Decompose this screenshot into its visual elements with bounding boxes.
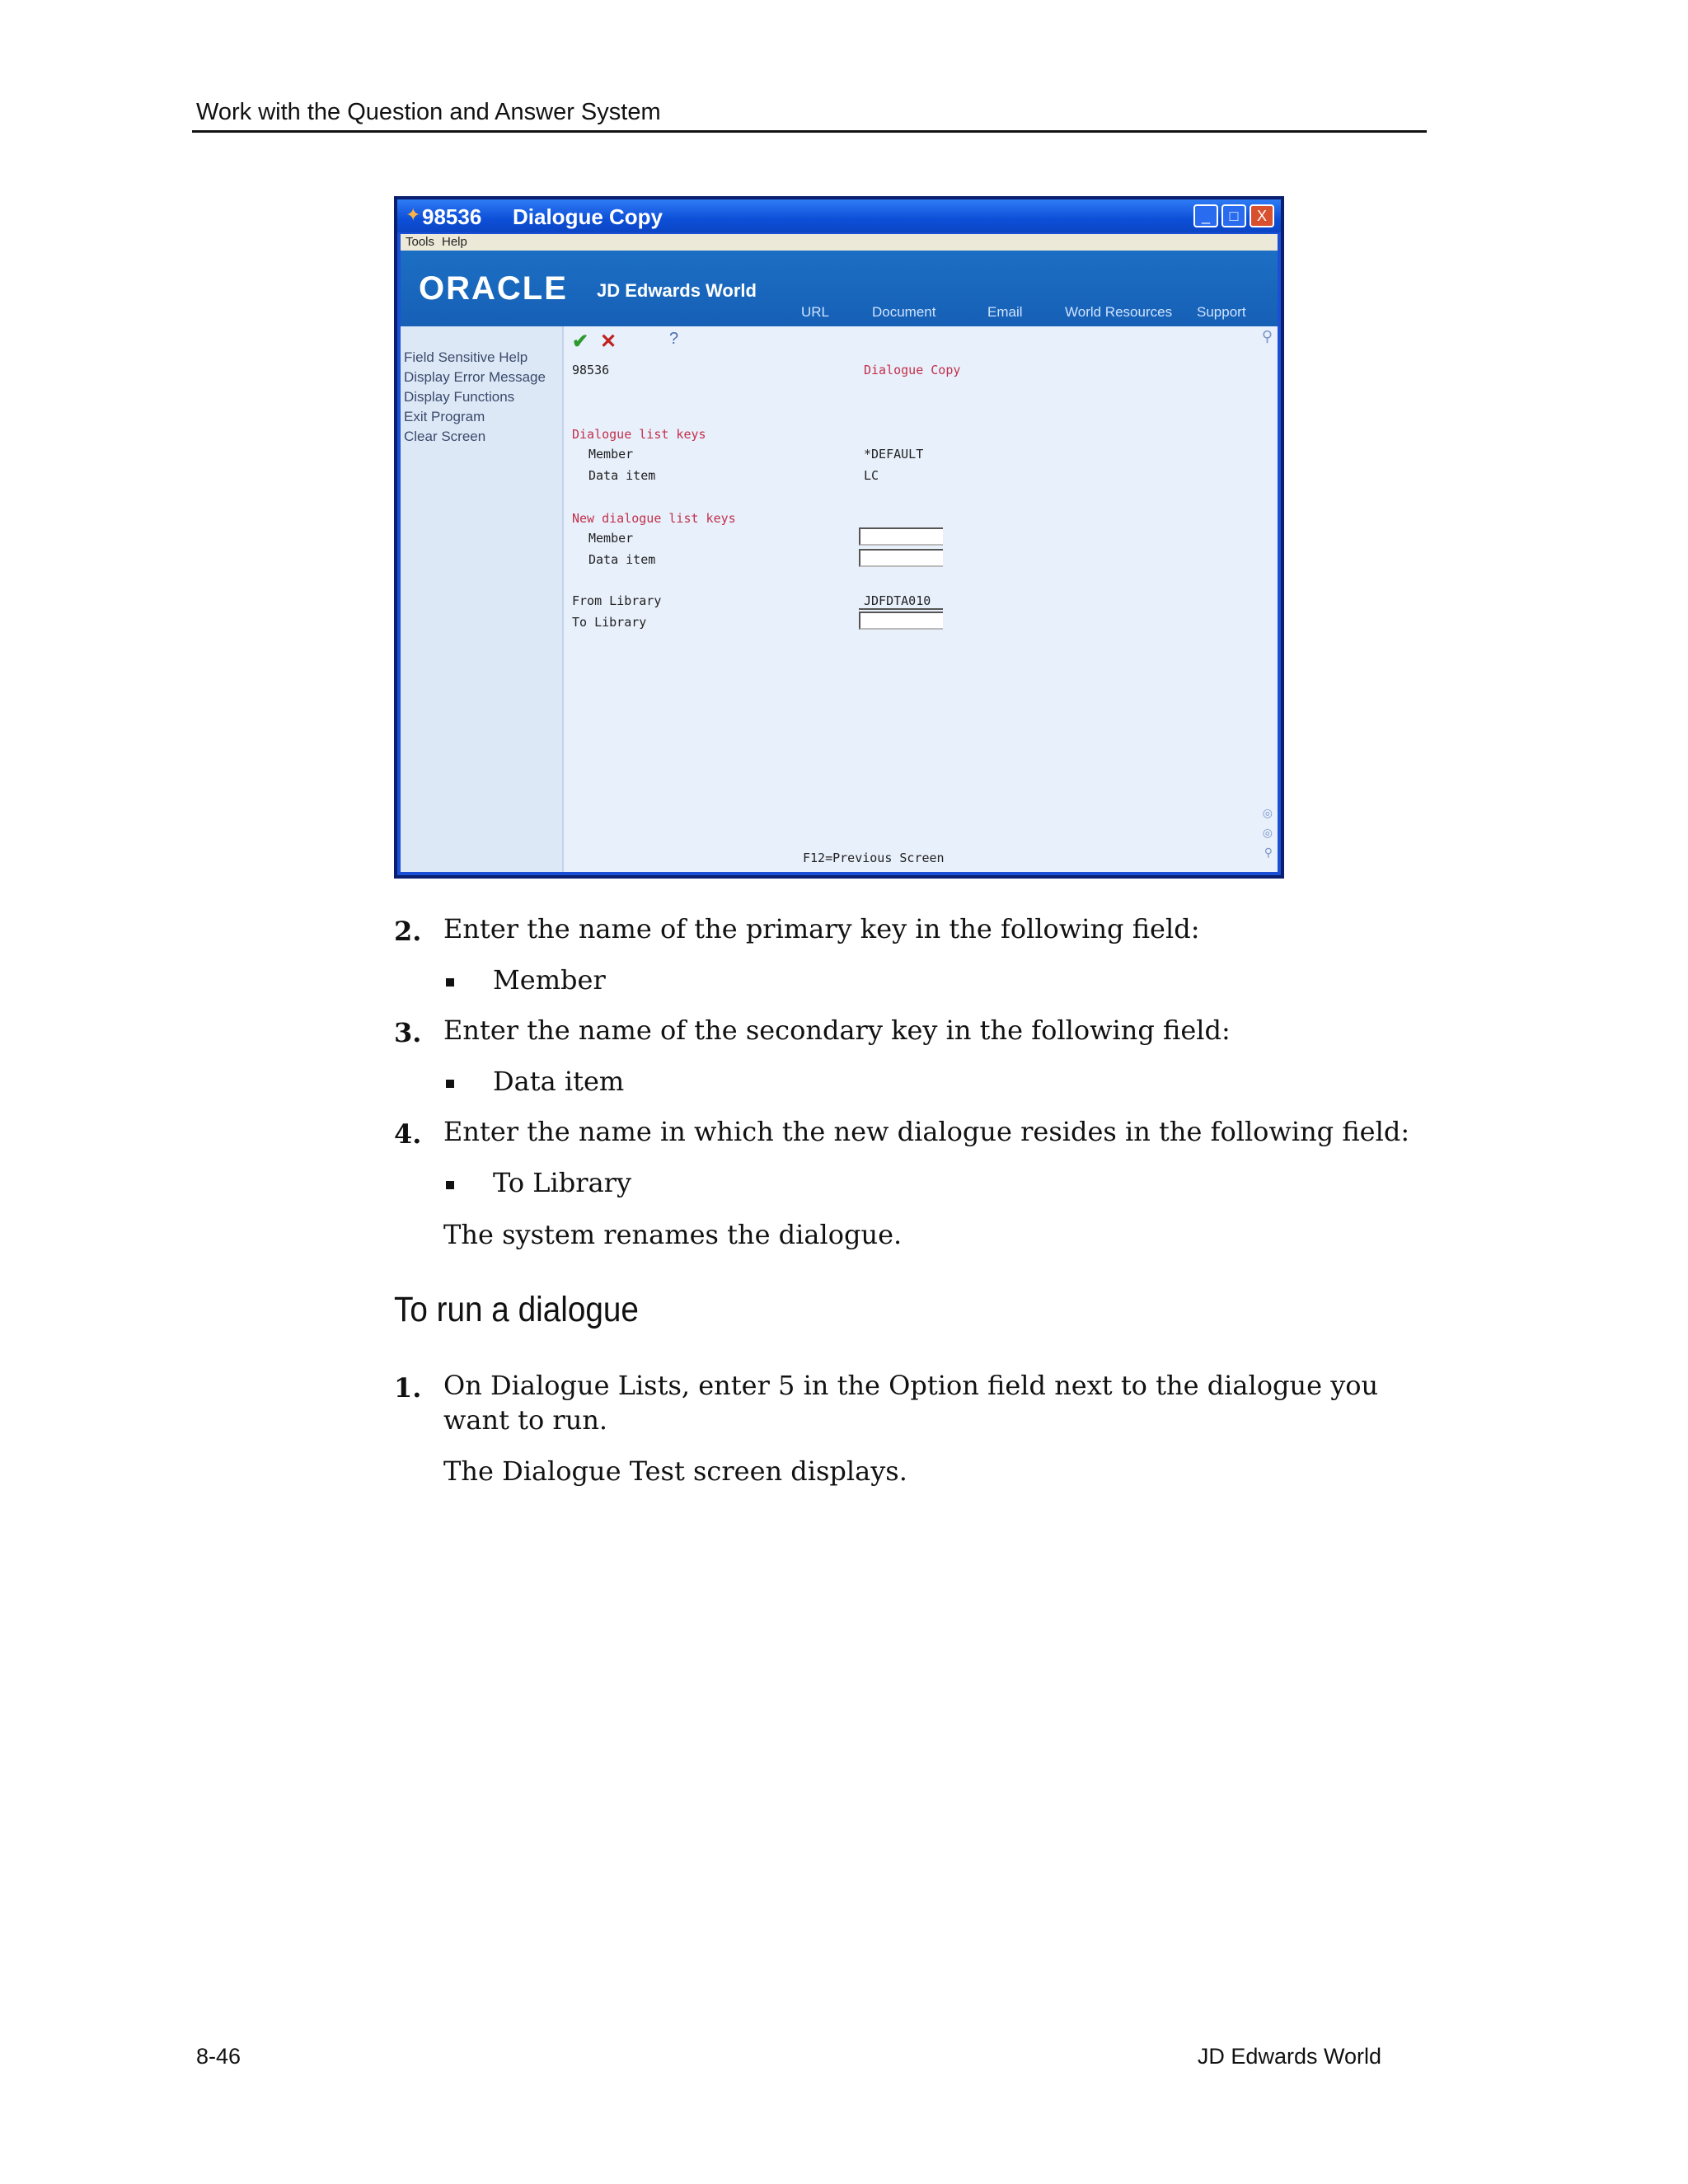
bullet-marker [446,1181,454,1189]
menu-tools[interactable]: Tools [406,235,435,249]
menu-bar [401,234,1278,251]
step-3-number: 3. [394,1017,422,1048]
jde-logo: JD Edwards World [597,280,757,301]
menu-help[interactable]: Help [442,235,467,249]
oracle-banner [401,251,1278,326]
window-program-id: 98536 [422,204,482,229]
step-2-text: Enter the name of the primary key in the following field: [443,913,1200,944]
step-4-number: 4. [394,1118,422,1150]
dialogue-copy-screenshot [394,196,1284,879]
banner-link-document[interactable]: Document [872,304,936,320]
new-data-item-label: Data item [588,552,656,567]
data-item-value: LC [864,468,879,483]
screen-content [401,326,1278,872]
bullet-marker [446,978,454,987]
cancel-x-icon[interactable]: ✕ [600,330,617,353]
page-number: 8-46 [196,2044,241,2069]
to-library-label: To Library [572,615,647,630]
function-key-legend: F12=Previous Screen [803,851,945,865]
search-icon[interactable]: ⚲ [1261,328,1273,344]
minimize-button[interactable]: _ [1193,204,1218,227]
new-data-item-input[interactable] [859,549,943,567]
data-item-label: Data item [588,468,656,483]
bullet-marker [446,1080,454,1088]
window-title: Dialogue Copy [513,204,663,229]
program-number: 98536 [572,363,610,377]
oracle-logo: ORACLE [419,270,568,307]
close-button[interactable]: X [1250,204,1274,227]
step-3-text: Enter the name of the secondary key in the following field: [443,1015,1231,1046]
from-library-field[interactable] [859,592,943,610]
zoom-icon[interactable]: ⚲ [1264,846,1273,859]
new-keys-heading: New dialogue list keys [572,511,736,526]
scroll-up-icon[interactable]: ◎ [1262,806,1273,819]
new-member-input[interactable] [859,527,943,546]
banner-link-url[interactable]: URL [801,304,830,320]
window-titlebar [397,199,1281,232]
step-4-bullet: To Library [493,1167,632,1198]
member-value: *DEFAULT [864,447,924,462]
app-icon: ✦ [406,204,421,225]
banner-link-world-resources[interactable]: World Resources [1065,304,1173,320]
new-member-label: Member [588,531,634,546]
step-2-number: 2. [394,916,422,947]
result-text: The system renames the dialogue. [443,1219,903,1250]
ok-check-icon[interactable]: ✔ [572,330,589,353]
side-menu [401,326,564,872]
to-library-input[interactable] [859,612,943,630]
maximize-button[interactable]: □ [1221,204,1246,227]
step-2-bullet: Member [493,964,606,996]
side-menu-exit-program[interactable]: Exit Program [404,409,485,424]
side-menu-field-sensitive-help[interactable]: Field Sensitive Help [404,349,528,365]
side-menu-display-functions[interactable]: Display Functions [404,389,515,405]
step-3-bullet: Data item [493,1066,625,1097]
screen-title: Dialogue Copy [864,363,961,377]
footer-product: JD Edwards World [1197,2044,1381,2069]
help-icon[interactable]: ? [669,330,679,348]
scroll-down-icon[interactable]: ◎ [1262,826,1273,839]
from-library-label: From Library [572,593,662,608]
list-keys-heading: Dialogue list keys [572,427,706,442]
side-menu-clear-screen[interactable]: Clear Screen [404,429,486,444]
running-header: Work with the Question and Answer System [196,99,661,125]
header-rule [192,130,1427,133]
step-4-text: Enter the name in which the new dialogue resides in the following field: [443,1116,1410,1147]
section-heading: To run a dialogue [394,1290,639,1329]
member-label: Member [588,447,634,462]
form-area [564,326,1278,872]
side-menu-display-error-message[interactable]: Display Error Message [404,369,546,385]
banner-link-support[interactable]: Support [1197,304,1246,320]
step-1-text: On Dialogue Lists, enter 5 in the Option field next to the dialogue you want to run. [443,1370,1379,1436]
banner-link-email[interactable]: Email [987,304,1023,320]
step-1-number: 1. [394,1372,422,1404]
step-1-result: The Dialogue Test screen displays. [443,1455,907,1487]
from-library-value: JDFDTA010 [864,593,931,608]
